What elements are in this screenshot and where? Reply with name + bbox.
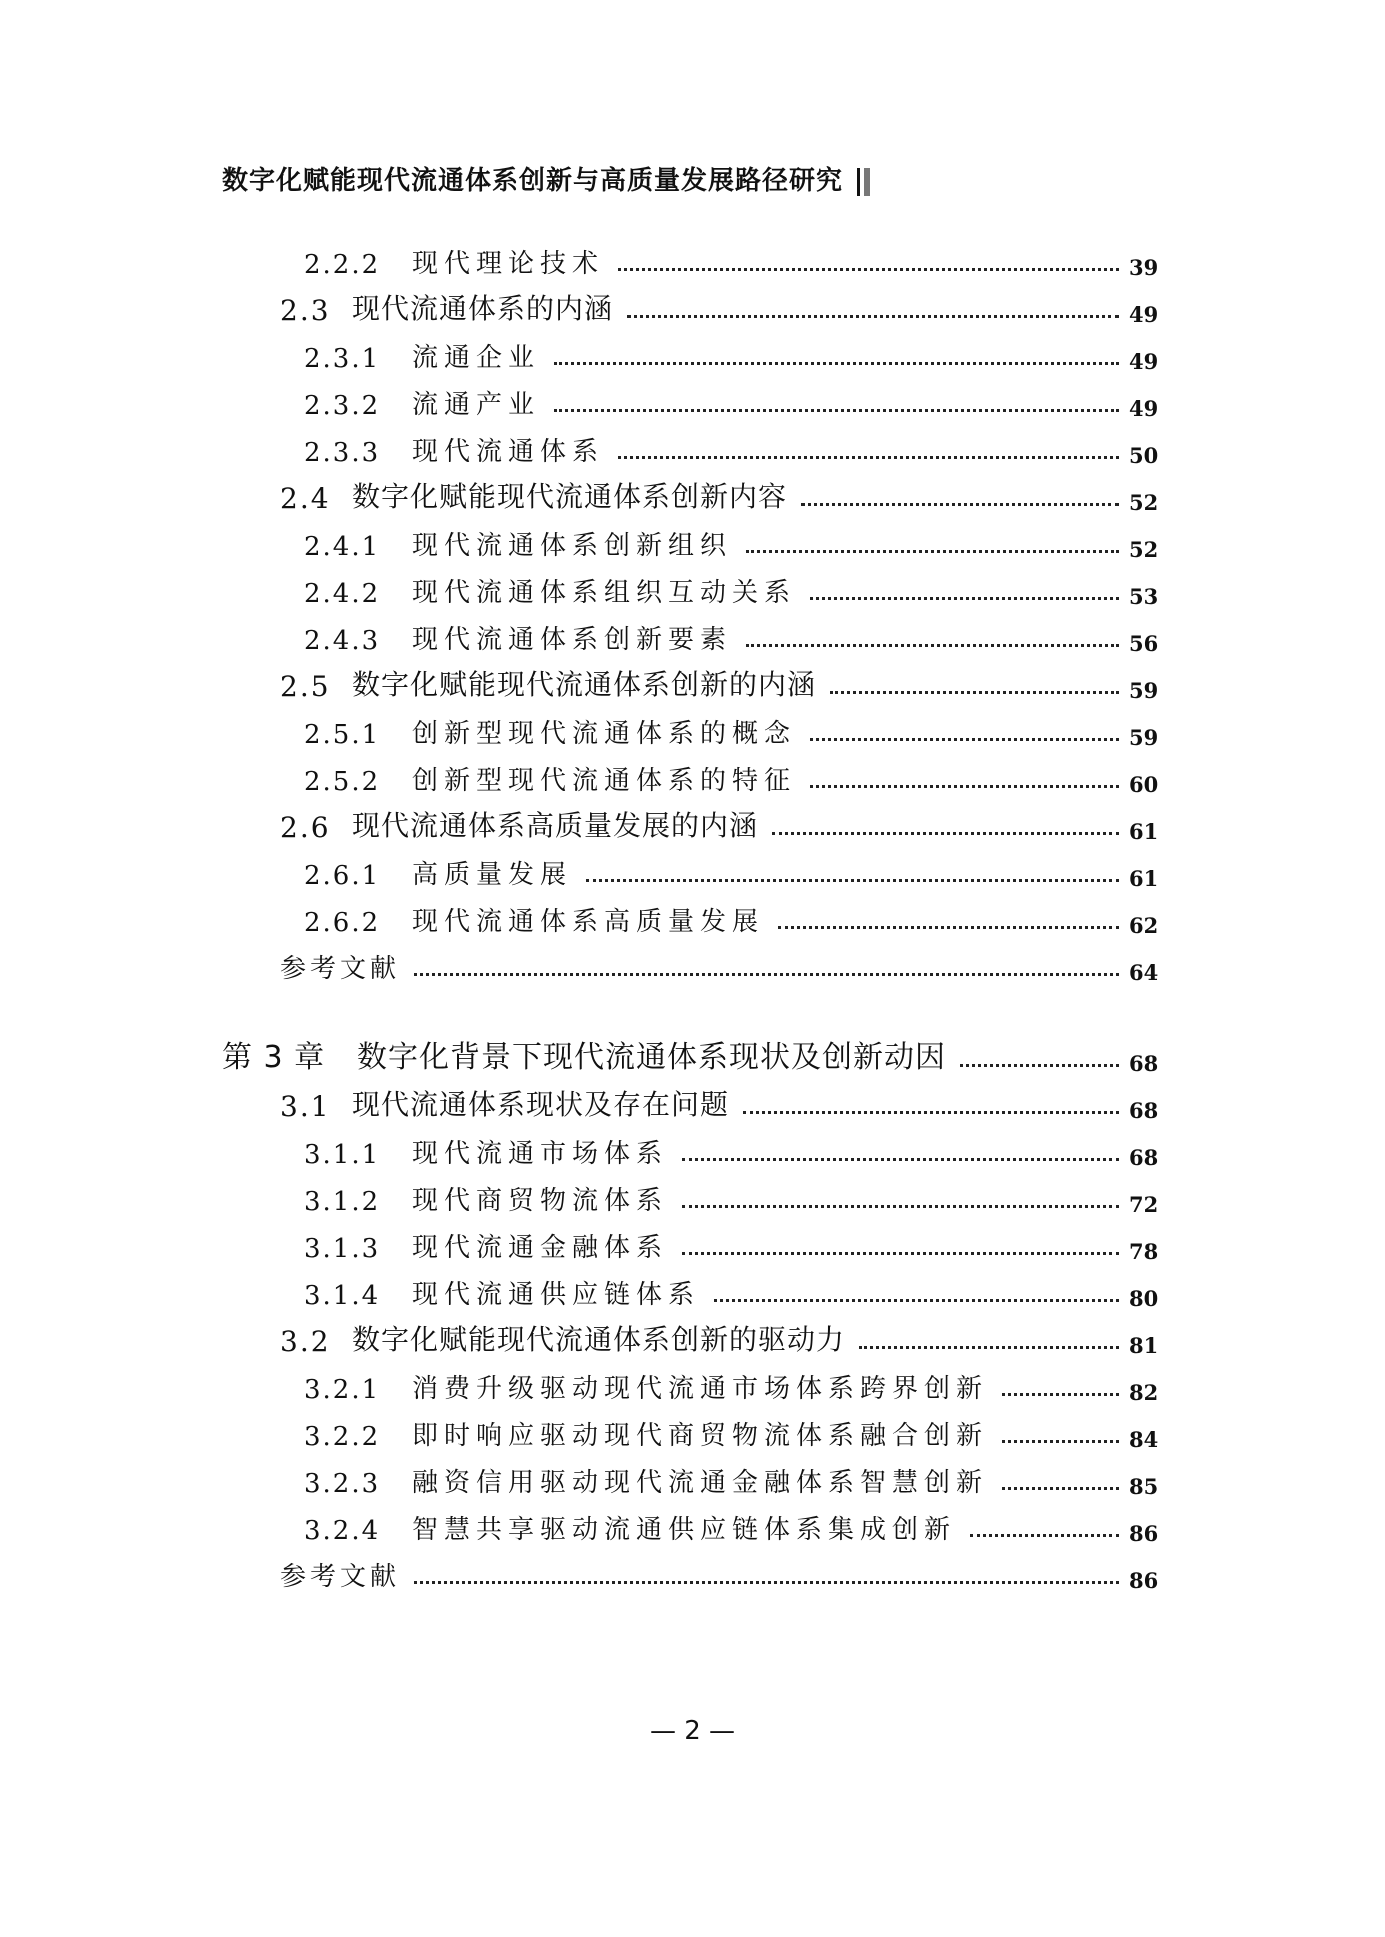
toc-entry-page: 62 — [1129, 913, 1159, 938]
toc-dot-leader — [810, 597, 1119, 600]
toc-dot-leader — [1002, 1393, 1119, 1396]
toc-dot-leader — [414, 973, 1119, 976]
toc-dot-leader — [810, 738, 1119, 741]
toc-entry-title: 数字化赋能现代流通体系创新的内涵 — [352, 668, 817, 701]
toc-entry-number: 3.2.4 — [304, 1516, 381, 1546]
toc-entry[interactable] — [304, 1177, 1157, 1217]
toc-dot-leader — [586, 879, 1119, 882]
toc-entry-page: 68 — [1129, 1051, 1159, 1076]
toc-dot-leader — [1002, 1487, 1119, 1490]
toc-entry-number: 3.2.2 — [304, 1422, 381, 1452]
toc-entry-page: 82 — [1129, 1380, 1159, 1405]
toc-entry[interactable] — [304, 616, 1157, 656]
toc-entry-title: 现代商贸物流体系 — [412, 1186, 669, 1216]
toc-entry-page: 80 — [1129, 1286, 1159, 1311]
toc-entry-page: 52 — [1129, 537, 1159, 562]
toc-entry[interactable] — [280, 663, 1157, 703]
toc-entry-number: 2.4.1 — [304, 532, 381, 562]
toc-entry-title: 现代流通体系创新组织 — [412, 531, 733, 561]
running-header — [222, 160, 871, 197]
page-number: — 2 — — [649, 1716, 736, 1746]
header-bars-ornament — [857, 168, 871, 196]
toc-entry-page: 61 — [1129, 819, 1159, 844]
toc-entry-title: 流通企业 — [412, 343, 541, 373]
toc-entry[interactable] — [304, 710, 1157, 750]
toc-entry-page: 84 — [1129, 1427, 1159, 1452]
toc-entry-number: 3.2.3 — [304, 1469, 381, 1499]
toc-entry[interactable] — [304, 1412, 1157, 1452]
toc-entry[interactable] — [304, 1506, 1157, 1546]
toc-entry-title: 融资信用驱动现代流通金融体系智慧创新 — [412, 1468, 989, 1498]
toc-entry-page: 81 — [1129, 1333, 1159, 1358]
toc-entry-number: 2.2.2 — [304, 250, 381, 280]
toc-entry-number: 3.2.1 — [304, 1375, 381, 1405]
toc-entry-number: 3.1.2 — [304, 1187, 381, 1217]
toc-references-entry[interactable] — [280, 1553, 1157, 1593]
toc-entry-page: 78 — [1129, 1239, 1159, 1264]
toc-entry-title: 创新型现代流通体系的特征 — [412, 766, 797, 796]
toc-dot-leader — [960, 1064, 1119, 1067]
toc-entry-title: 现代流通体系创新要素 — [412, 625, 733, 655]
toc-entry-number: 2.5.1 — [304, 720, 381, 750]
toc-entry-title: 现代流通体系高质量发展的内涵 — [352, 809, 759, 842]
toc-entry-title: 参考文献 — [280, 1562, 401, 1592]
toc-dot-leader — [682, 1158, 1119, 1161]
toc-entry-title: 现代流通市场体系 — [412, 1139, 669, 1169]
toc-entry-page: 49 — [1129, 349, 1159, 374]
toc-dot-leader — [830, 691, 1119, 694]
toc-entry-page: 52 — [1129, 490, 1159, 515]
toc-entry[interactable] — [280, 287, 1157, 327]
toc-entry-number: 2.6 — [280, 811, 331, 844]
toc-entry[interactable] — [280, 475, 1157, 515]
toc-entry-page: 86 — [1129, 1521, 1159, 1546]
toc-dot-leader — [810, 785, 1119, 788]
toc-entry-number: 2.3.1 — [304, 344, 381, 374]
toc-entry[interactable] — [280, 1083, 1157, 1123]
toc-entry[interactable] — [304, 522, 1157, 562]
toc-entry-page: 53 — [1129, 584, 1159, 609]
toc-entry-number: 第 3 章 — [222, 1040, 326, 1075]
toc-dot-leader — [801, 503, 1119, 506]
toc-entry-page: 68 — [1129, 1145, 1159, 1170]
toc-entry-page: 56 — [1129, 631, 1159, 656]
toc-entry[interactable] — [304, 381, 1157, 421]
toc-entry-title: 现代流通金融体系 — [412, 1233, 669, 1263]
toc-entry-number: 2.3.2 — [304, 391, 381, 421]
toc-entry[interactable] — [304, 1459, 1157, 1499]
toc-entry-page: 86 — [1129, 1568, 1159, 1593]
toc-dot-leader — [627, 315, 1119, 318]
toc-entry-title: 数字化赋能现代流通体系创新内容 — [352, 480, 788, 513]
toc-entry-title: 现代流通体系现状及存在问题 — [352, 1088, 730, 1121]
toc-entry-number: 3.1 — [280, 1090, 331, 1123]
toc-entry[interactable] — [304, 569, 1157, 609]
toc-dot-leader — [1002, 1440, 1119, 1443]
toc-entry[interactable] — [304, 1224, 1157, 1264]
toc-entry-page: 72 — [1129, 1192, 1159, 1217]
toc-entry-title: 现代流通体系组织互动关系 — [412, 578, 797, 608]
toc-entry-title: 现代流通体系的内涵 — [352, 292, 614, 325]
toc-entry-number: 3.1.1 — [304, 1140, 381, 1170]
toc-entry[interactable] — [304, 851, 1157, 891]
toc-entry-number: 2.3.3 — [304, 438, 381, 468]
toc-entry-number: 2.3 — [280, 294, 331, 327]
toc-entry-title: 智慧共享驱动流通供应链体系集成创新 — [412, 1515, 957, 1545]
toc-dot-leader — [743, 1111, 1119, 1114]
toc-entry-page: 50 — [1129, 443, 1159, 468]
toc-entry-title: 创新型现代流通体系的概念 — [412, 719, 797, 749]
toc-entry-page: 49 — [1129, 302, 1159, 327]
toc-entry[interactable] — [304, 757, 1157, 797]
toc-dot-leader — [414, 1581, 1119, 1584]
toc-entry-number: 2.6.1 — [304, 861, 381, 891]
toc-dot-leader — [970, 1534, 1119, 1537]
toc-entry-title: 数字化赋能现代流通体系创新的驱动力 — [352, 1323, 846, 1356]
toc-entry-page: 61 — [1129, 866, 1159, 891]
toc-entry-number: 2.4 — [280, 482, 331, 515]
toc-dot-leader — [554, 409, 1119, 412]
toc-dot-leader — [746, 550, 1119, 553]
toc-entry[interactable] — [304, 334, 1157, 374]
toc-entry-title: 现代流通体系高质量发展 — [412, 907, 765, 937]
toc-entry[interactable] — [304, 1130, 1157, 1170]
toc-entry-number: 2.4.2 — [304, 579, 381, 609]
toc-entry-number: 2.5.2 — [304, 767, 381, 797]
toc-entry[interactable] — [304, 1365, 1157, 1405]
toc-entry-page: 59 — [1129, 678, 1159, 703]
toc-dot-leader — [778, 926, 1119, 929]
toc-entry-number: 3.1.4 — [304, 1281, 381, 1311]
toc-entry-number: 3.1.3 — [304, 1234, 381, 1264]
toc-entry-title: 现代理论技术 — [412, 249, 605, 279]
toc-entry-page: 68 — [1129, 1098, 1159, 1123]
toc-dot-leader — [618, 268, 1119, 271]
toc-references-entry[interactable] — [280, 945, 1157, 985]
toc-dot-leader — [772, 832, 1119, 835]
toc-dot-leader — [859, 1346, 1119, 1349]
toc-entry-page: 64 — [1129, 960, 1159, 985]
toc-entry-title: 即时响应驱动现代商贸物流体系融合创新 — [412, 1421, 989, 1451]
toc-dot-leader — [746, 644, 1119, 647]
toc-dot-leader — [714, 1299, 1119, 1302]
toc-entry[interactable] — [304, 428, 1157, 468]
toc-dot-leader — [618, 456, 1119, 459]
toc-dot-leader — [554, 362, 1119, 365]
toc-entry-number: 2.5 — [280, 670, 331, 703]
toc-dot-leader — [682, 1205, 1119, 1208]
toc-entry[interactable] — [280, 804, 1157, 844]
toc-entry-title: 流通产业 — [412, 390, 541, 420]
toc-entry-title: 现代流通体系 — [412, 437, 605, 467]
toc-dot-leader — [682, 1252, 1119, 1255]
toc-entry[interactable] — [304, 898, 1157, 938]
toc-entry-title: 数字化背景下现代流通体系现状及创新动因 — [357, 1040, 946, 1075]
toc-entry[interactable] — [304, 240, 1157, 280]
toc-entry-title: 现代流通供应链体系 — [412, 1280, 701, 1310]
toc-entry-number: 3.2 — [280, 1325, 331, 1358]
toc-entry-page: 85 — [1129, 1474, 1159, 1499]
toc-entry-number: 2.4.3 — [304, 626, 381, 656]
toc-entry-page: 49 — [1129, 396, 1159, 421]
toc-entry-title: 参考文献 — [280, 954, 401, 984]
toc-entry-title: 消费升级驱动现代流通市场体系跨界创新 — [412, 1374, 989, 1404]
toc-entry-title: 高质量发展 — [412, 860, 573, 890]
toc-entry-page: 60 — [1129, 772, 1159, 797]
toc-entry-page: 59 — [1129, 725, 1159, 750]
toc-entry-number: 2.6.2 — [304, 908, 381, 938]
toc-entry[interactable] — [304, 1271, 1157, 1311]
running-title: 数字化赋能现代流通体系创新与高质量发展路径研究 — [222, 166, 844, 196]
toc-entry-page: 39 — [1129, 255, 1159, 280]
toc-chapter-entry[interactable] — [222, 1036, 1157, 1076]
toc-entry[interactable] — [280, 1318, 1157, 1358]
